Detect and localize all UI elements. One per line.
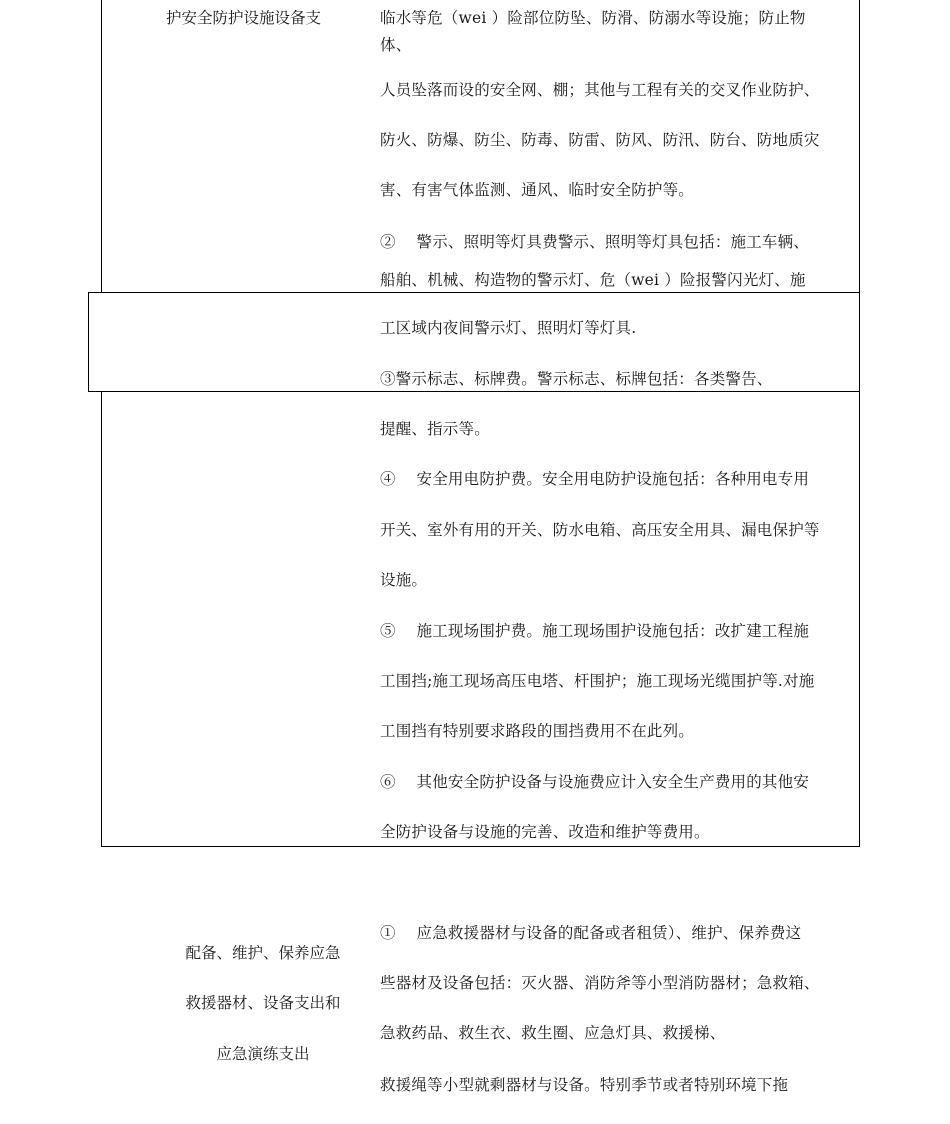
table2-line: 些器材及设备包括：灭火器、消防斧等小型消防器材；急救箱、 bbox=[380, 974, 820, 992]
table1-line: 体、 bbox=[380, 36, 412, 54]
table1-left-label: 护安全防护设施设备支 bbox=[166, 9, 322, 27]
table1-border-bottom bbox=[101, 846, 860, 847]
table1-line: ④ 安全用电防护费。安全用电防护设施包括：各种用电专用 bbox=[380, 470, 810, 488]
table2-left-label: 应急演练支出 bbox=[216, 1045, 310, 1063]
table1-line: ③警示标志、标牌费。警示标志、标牌包括：各类警告、 bbox=[380, 370, 773, 388]
table1-line: 人员坠落而设的安全网、棚；其他与工程有关的交叉作业防护、 bbox=[380, 81, 820, 99]
table1-line: 船舶、机械、构造物的警示灯、危（wei ）险报警闪光灯、施 bbox=[380, 271, 806, 289]
table1-border-left-lower bbox=[101, 392, 102, 847]
table1-line: ⑤ 施工现场围护费。施工现场围护设施包括：改扩建工程施 bbox=[380, 622, 810, 640]
table2-line: 急救药品、救生衣、救生圈、应急灯具、救援梯、 bbox=[380, 1024, 726, 1042]
table1-line: 开关、室外有用的开关、防水电箱、高压安全用具、漏电保护等 bbox=[380, 521, 820, 539]
table1-split-top bbox=[88, 292, 860, 293]
table1-line: 工围挡;施工现场高压电塔、杆围护；施工现场光缆围护等.对施 bbox=[380, 672, 815, 690]
table1-line: 防火、防爆、防尘、防毒、防雷、防风、防汛、防台、防地质灾 bbox=[380, 131, 820, 149]
table2-left-label: 配备、维护、保养应急 bbox=[185, 944, 341, 962]
table1-border-left-upper bbox=[101, 0, 102, 292]
table2-left-label: 救援器材、设备支出和 bbox=[185, 994, 341, 1012]
table1-line: 全防护设备与设施的完善、改造和维护等费用。 bbox=[380, 823, 710, 841]
table2-line: 救援绳等小型就剩器材与设备。特别季节或者特别环境下拖 bbox=[380, 1076, 789, 1094]
table1-line: 设施。 bbox=[380, 571, 428, 589]
table1-line: ② 警示、照明等灯具费警示、照明等灯具包括：施工车辆、 bbox=[380, 233, 810, 251]
table1-line: 临水等危（wei ）险部位防坠、防滑、防溺水等设施；防止物 bbox=[380, 9, 806, 27]
table2-line: ① 应急救援器材与设备的配备或者租赁）、维护、保养费这 bbox=[380, 924, 802, 942]
table1-line: 提醒、指示等。 bbox=[380, 420, 490, 438]
table1-line: 工区域内夜间警示灯、照明灯等灯具. bbox=[380, 319, 637, 337]
table1-split-bottom bbox=[88, 391, 860, 392]
table1-split-left bbox=[88, 292, 89, 392]
table1-line: 工围挡有特别要求路段的围挡费用不在此列。 bbox=[380, 722, 695, 740]
table1-line: 害、有害气体监测、通风、临时安全防护等。 bbox=[380, 181, 695, 199]
table1-line: ⑥ 其他安全防护设备与设施费应计入安全生产费用的其他安 bbox=[380, 773, 810, 791]
